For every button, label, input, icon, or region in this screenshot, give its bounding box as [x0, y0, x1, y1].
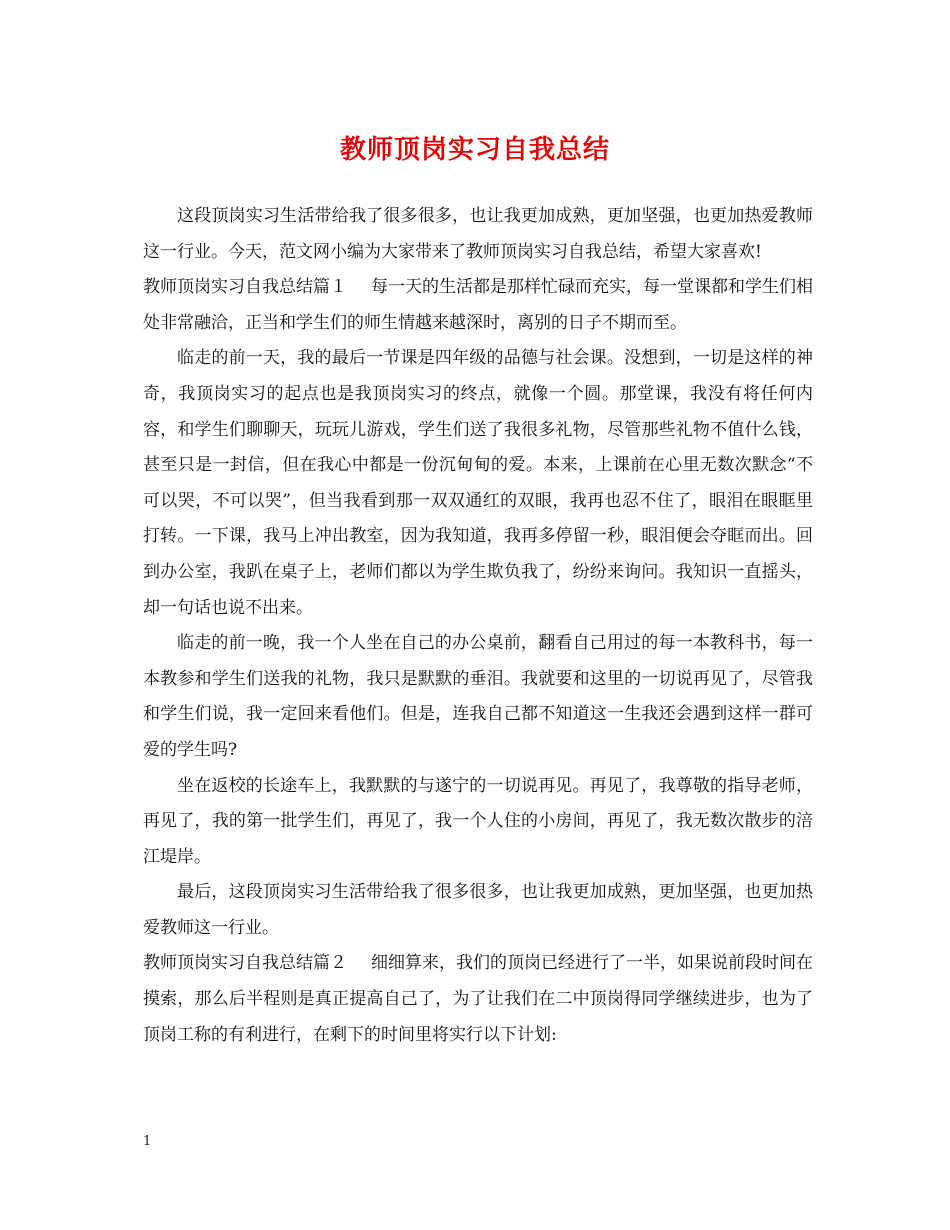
document-title: 教师顶岗实习自我总结 — [339, 135, 610, 165]
section-heading-1: 教师顶岗实习自我总结篇１ — [143, 277, 347, 298]
paragraph-section-1 — [143, 270, 813, 341]
paragraph-conclusion — [143, 875, 813, 946]
paragraph-last-day — [143, 341, 813, 626]
paragraph-text: 细细算来，我们的顶岗已经进行了一半，如果说前段时间在摸索，那么后半程则是真正提高自己了，为了让我们在二中顶岗得同学继续进步，也为了顶岗工称的有利进行，在剩下的时间里将实行以下计划: — [143, 953, 813, 1045]
section-heading-2: 教师顶岗实习自我总结篇２ — [143, 953, 347, 974]
paragraph-last-night — [143, 626, 813, 768]
paragraph-text: 这段顶岗实习生活带给我了很多很多，也让我更加成熟，更加坚强，也更加热爱教师这一行业。今天，范文网小编为大家带来了教师顶岗实习自我总结，希望大家喜欢! — [143, 206, 813, 262]
paragraph-return-trip — [143, 769, 813, 876]
paragraph-text: 每一天的生活都是那样忙碌而充实，每一堂课都和学生们相处非常融洽，正当和学生们的师生情越来越深时，离别的日子不期而至。 — [143, 277, 813, 333]
paragraph-intro — [143, 199, 813, 270]
paragraph-section-2 — [143, 946, 813, 1053]
paragraph-text: 坐在返校的长途车上，我默默的与遂宁的一切说再见。再见了，我尊敬的指导老师，再见了，我的第一批学生们，再见了，我一个人住的小房间，再见了，我无数次散步的涪江堤岸。 — [143, 775, 813, 867]
paragraph-text: 临走的前一天，我的最后一节课是四年级的品德与社会课。没想到，一切是这样的神奇，我顶岗实习的起点也是我顶岗实习的终点，就像一个圆。那堂课，我没有将任何内容，和学生们聊聊天，玩玩儿游戏，学生们送了我很多礼物，尽管那些礼物不值什么钱，甚至只是一封信，但在我心中都是一份沉甸甸的爱。本来，上课前在心里无数次默念“不可以哭，不可以哭”，但当我看到那一双双通红的双眼，我再也忍不住了，眼泪在眼眶里打转。一下课，我马上冲出教室，因为我知道，我再多停留一秒，眼泪便会夺眶而出。回到办公室，我趴在桌子上，老师们都以为学生欺负我了，纷纷来询问。我知识一直摇头，却一句话也说不出来。 — [143, 348, 813, 618]
document-body — [143, 199, 813, 1053]
paragraph-text: 最后，这段顶岗实习生活带给我了很多很多，也让我更加成熟，更加坚强，也更加热爱教师这一行业。 — [143, 882, 813, 938]
page-number: 1 — [143, 1134, 152, 1149]
paragraph-text: 临走的前一晚，我一个人坐在自己的办公桌前，翻看自己用过的每一本教科书，每一本教参和学生们送我的礼物，我只是默默的垂泪。我就要和这里的一切说再见了，尽管我和学生们说，我一定回来看他们。但是，连我自己都不知道这一生我还会遇到这样一群可爱的学生吗? — [143, 633, 813, 760]
